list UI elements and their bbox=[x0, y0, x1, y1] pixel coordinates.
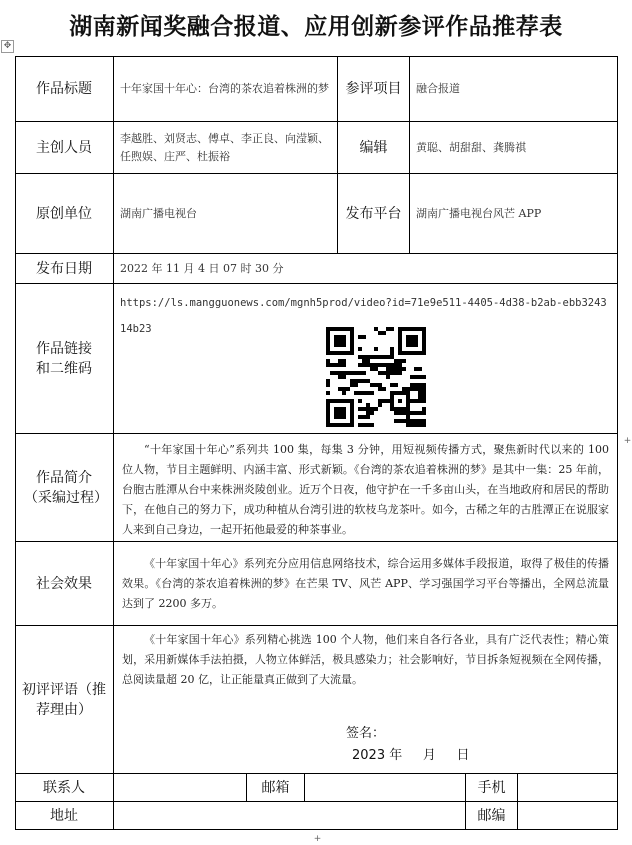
phone-field[interactable] bbox=[518, 774, 618, 802]
page-title: 湖南新闻奖融合报道、应用创新参评作品推荐表 bbox=[69, 14, 563, 40]
unit-value[interactable]: 湖南广播电视台 bbox=[114, 174, 338, 254]
email-field[interactable] bbox=[305, 774, 466, 802]
unit-label: 原创单位 bbox=[15, 174, 114, 254]
editor-label: 编辑 bbox=[338, 122, 410, 174]
work-link[interactable]: https://ls.mangguonews.com/mgnh5prod/video?id=71e9e511-4405-4d38-b2ab-ebb324314b23 bbox=[120, 297, 607, 335]
qr-code-icon[interactable] bbox=[326, 327, 426, 427]
date-value[interactable]: 2022 年 11 月 4 日 07 时 30 分 bbox=[114, 254, 618, 284]
phone-label: 手机 bbox=[466, 774, 518, 802]
signature-label: 签名： bbox=[346, 726, 386, 741]
table-move-handle-icon[interactable]: ✥ bbox=[1, 40, 14, 53]
creators-label: 主创人员 bbox=[15, 122, 114, 174]
table-add-row-icon[interactable]: + bbox=[313, 834, 322, 844]
postcode-label: 邮编 bbox=[466, 802, 518, 830]
platform-label: 发布平台 bbox=[338, 174, 410, 254]
platform-value[interactable]: 湖南广播电视台风芒 APP bbox=[410, 174, 618, 254]
address-field[interactable] bbox=[114, 802, 466, 830]
work-title-label: 作品标题 bbox=[15, 56, 114, 122]
effect-label: 社会效果 bbox=[15, 542, 114, 626]
effect-cell bbox=[114, 542, 618, 626]
editors-value[interactable]: 黄聪、胡甜甜、龚腾祺 bbox=[410, 122, 618, 174]
category-value[interactable]: 融合报道 bbox=[410, 56, 618, 122]
review-label-text: 初评评语（推荐理由） bbox=[22, 681, 106, 718]
review-text[interactable]: 《十年家国十年心》系列精心挑选 100 个人物，他们来自各行各业，具有广泛代表性；精心策划，采用新媒体手法拍摄，人物立体鲜活，极具感染力；社会影响好，节目拆条短视频在全网传播，总阅读量超 20 亿，让正能量真正做到了大流量。 bbox=[122, 633, 609, 686]
category-label: 参评项目 bbox=[338, 56, 410, 122]
link-label-text: 作品链接和二维码 bbox=[36, 340, 92, 377]
address-label: 地址 bbox=[15, 802, 114, 830]
signature-date: 2023 年 月 日 bbox=[352, 748, 470, 763]
creators-value[interactable]: 李越胜、刘贤志、傅卓、李正良、向滢颖、任煦娱、庄严、杜振裕 bbox=[114, 122, 338, 174]
intro-label-text: 作品简介（采编过程） bbox=[24, 469, 108, 506]
postcode-field[interactable] bbox=[518, 802, 618, 830]
intro-text[interactable]: “十年家国十年心”系列共 100 集，每集 3 分钟，用短视频传播方式，聚焦新时代以来的 100 位人物，节目主题鲜明、内涵丰富、形式新颖。《台湾的茶农追着株洲的梦》是其中一集：25 年前，台胞古胜潭从台中来株洲炎陵创业。近万个日夜，他守护在一千多亩山头，在当地政府和居民的帮助下，在他自己的努力下，成功种植从台湾引进的软枝乌龙茶叶。如今，古稀之年的古胜潭正在说服家人来到自己身边，一起开拓他最爱的种茶事业。 bbox=[122, 443, 609, 536]
contact-label: 联系人 bbox=[15, 774, 114, 802]
contact-field[interactable] bbox=[114, 774, 247, 802]
review-label bbox=[15, 626, 114, 774]
work-title-value[interactable]: 十年家国十年心：台湾的茶农追着株洲的梦 bbox=[114, 56, 338, 122]
link-label bbox=[15, 284, 114, 434]
effect-text[interactable]: 《十年家国十年心》系列充分应用信息网络技术，综合运用多媒体手段报道，取得了极佳的传播效果。《台湾的茶农追着株洲的梦》在芒果 TV、风芒 APP、学习强国学习平台等播出，全网总流量达到了 2200 多万。 bbox=[122, 557, 609, 610]
date-label: 发布日期 bbox=[15, 254, 114, 284]
intro-label bbox=[15, 434, 114, 542]
email-label: 邮箱 bbox=[247, 774, 305, 802]
table-resize-handle-icon[interactable]: + bbox=[623, 436, 632, 446]
intro-cell bbox=[114, 434, 618, 542]
